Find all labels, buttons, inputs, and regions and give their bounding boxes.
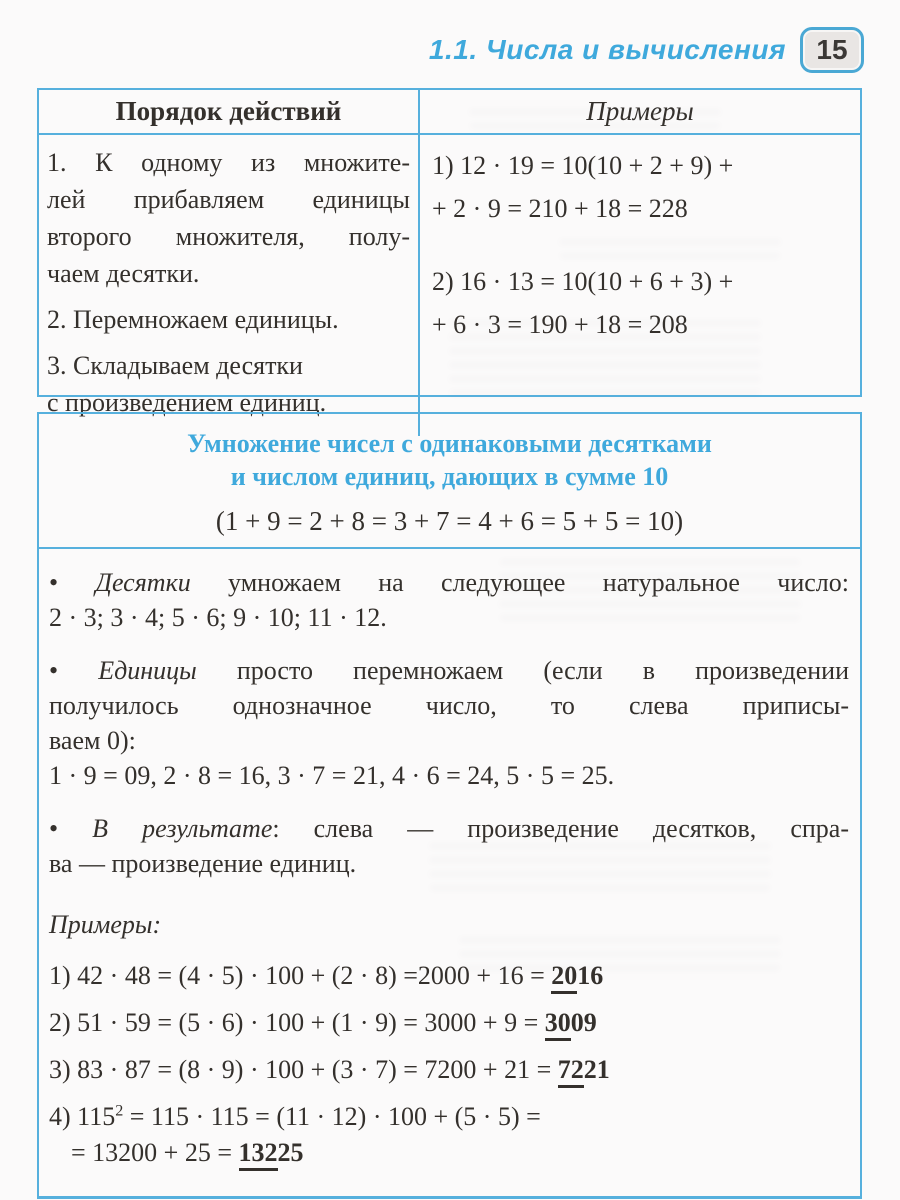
section-title: 1.1. Числа и вычисления <box>428 34 786 65</box>
table-header-examples: Примеры <box>420 90 860 135</box>
bullet-lead-word: Десятки <box>95 568 191 597</box>
example-expression: 3) 83 · 87 = (8 · 9) · 100 + (3 · 7) = 7200 + 21 = <box>49 1055 558 1084</box>
step-line: лей прибавляем единицы <box>47 185 410 214</box>
bullet-marker: • <box>49 814 59 843</box>
bullet-text: просто перемножаем (если в произведении <box>196 656 849 685</box>
worked-example-1 <box>49 958 849 994</box>
bullet-text: умножаем на следующее натуральное число: <box>190 568 849 597</box>
worked-example-3 <box>49 1052 849 1088</box>
page-number-badge: 15 <box>800 27 864 73</box>
rules-table <box>37 88 862 417</box>
worked-example-2 <box>49 1005 849 1041</box>
step-line: второго множителя, полу- <box>47 222 410 251</box>
examples-label: Примеры: <box>49 910 162 939</box>
step-line: с произведением единиц. <box>47 388 327 417</box>
bullet-text: получилось однозначное число, то слева приписы- <box>49 691 849 720</box>
table-cell-examples <box>420 135 860 436</box>
bullet-lead-word: В результате <box>92 814 273 843</box>
table-cell-steps <box>39 135 420 436</box>
bullet-text: ваем 0): <box>49 726 136 755</box>
bullet-result-rule <box>49 811 849 881</box>
example-expression: 1) 42 · 48 = (4 · 5) · 100 + (2 · 8) =2000 + 16 = <box>49 961 552 990</box>
example-expression: = 115 · 115 = (11 · 12) · 100 + (5 · 5) = <box>123 1102 541 1131</box>
exponent: 2 <box>115 1102 124 1120</box>
worked-example-4 <box>49 1099 849 1171</box>
example-answer: 7221 <box>558 1055 610 1088</box>
method-title-line: Умножение чисел с одинаковыми десятками <box>187 429 712 458</box>
bullet-marker: • <box>49 656 59 685</box>
table-example-line: + 2 · 9 = 210 + 18 = 228 <box>432 194 688 223</box>
bullet-text: 1 · 9 = 09, 2 · 8 = 16, 3 · 7 = 21, 4 · 6 = 24, 5 · 5 = 25. <box>49 761 615 790</box>
method-box <box>37 412 862 1199</box>
step-line: 3. Складываем десятки <box>47 351 303 380</box>
method-box-head <box>39 414 860 549</box>
method-formula: (1 + 9 = 2 + 8 = 3 + 7 = 4 + 6 = 5 + 5 = 10) <box>215 506 684 536</box>
table-header-order-of-actions: Порядок действий <box>39 90 420 135</box>
table-example-line: 2) 16 · 13 = 10(10 + 6 + 3) + <box>432 267 734 296</box>
example-expression: 2) 51 · 59 = (5 · 6) · 100 + (1 · 9) = 3000 + 9 = <box>49 1008 545 1037</box>
bullet-tens-rule <box>49 565 849 635</box>
step-line: чаем десятки. <box>47 259 200 288</box>
table-example-line: 1) 12 · 19 = 10(10 + 2 + 9) + <box>432 151 734 180</box>
example-expression: = 13200 + 25 = <box>71 1138 239 1167</box>
example-answer: 2016 <box>551 961 603 994</box>
step-line: 2. Перемножаем единицы. <box>47 305 339 334</box>
bullet-units-rule <box>49 653 849 793</box>
bullet-text: 2 · 3; 3 · 4; 5 · 6; 9 · 10; 11 · 12. <box>49 603 387 632</box>
method-box-body <box>39 549 860 1196</box>
example-expression: 4) 115 <box>49 1102 116 1131</box>
method-title-line: и числом единиц, дающих в сумме 10 <box>230 462 669 491</box>
example-answer: 13225 <box>239 1138 304 1171</box>
bullet-text: ва — произведение единиц. <box>49 849 357 878</box>
bullet-text: : слева — произведение десятков, спра- <box>272 814 849 843</box>
table-example-line: + 6 · 3 = 190 + 18 = 208 <box>432 310 688 339</box>
example-answer: 3009 <box>545 1008 597 1041</box>
bullet-marker: • <box>49 568 59 597</box>
running-head <box>37 27 864 73</box>
bullet-lead-word: Единицы <box>98 656 197 685</box>
step-line: 1. К одному из множите- <box>47 148 410 177</box>
